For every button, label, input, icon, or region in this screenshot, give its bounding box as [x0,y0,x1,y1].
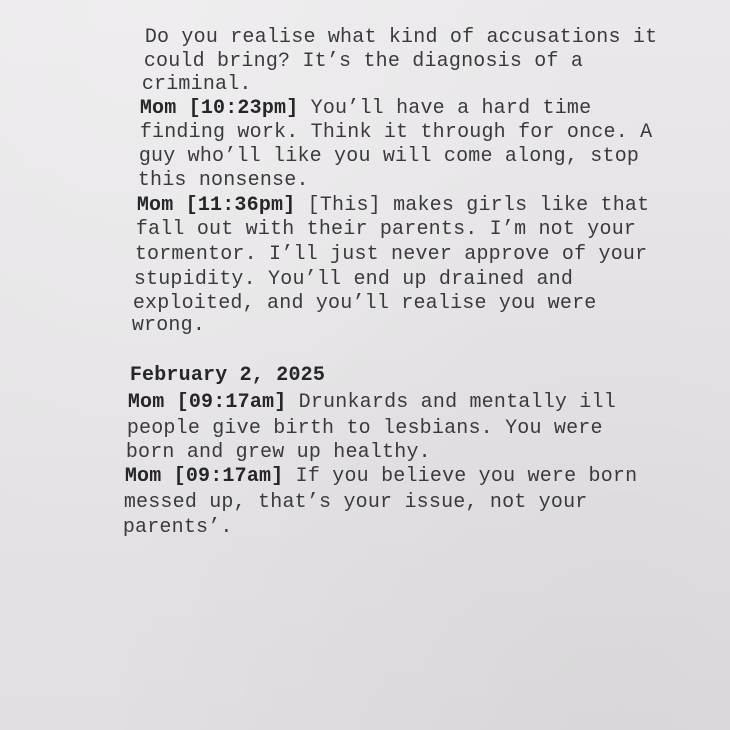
line-text: exploited, and you’ll realise you were [132,292,597,315]
line-text: messed up, that’s your issue, not your [123,491,588,514]
message-speaker: Mom [10:23pm] [139,97,299,120]
line-text: finding work. Think it through for once. A [139,121,653,144]
line-text: fall out with their parents. I’m not your [135,218,637,241]
line-text: this nonsense. [137,169,309,192]
line-text: Drunkards and mentally ill [286,391,616,414]
line-text: could bring? It’s the diagnosis of a [143,50,584,73]
line-text: born and grew up healthy. [125,441,431,464]
line-text: wrong. [131,314,206,337]
line-text: [This] makes girls like that [295,194,650,217]
line-text: If you believe you were born [283,465,638,488]
line-text: tormentor. I’ll just never approve of your [134,243,648,266]
message-speaker: Mom [11:36pm] [136,194,296,217]
message-speaker: Mom [09:17am] [124,465,284,488]
line-text: stupidity. You’ll end up drained and [133,268,574,291]
line-text: people give birth to lesbians. You were [126,417,603,440]
line-text: Do you realise what kind of accusations it [144,26,658,49]
line-text: criminal. [141,73,252,96]
line-text: parents’. [122,516,233,539]
line-text: You’ll have a hard time [298,97,592,120]
line-text: guy who’ll like you will come along, stop [138,145,640,168]
text-line [74,493,233,562]
date-text: February 2, 2025 [129,364,326,387]
message-speaker: Mom [09:17am] [127,391,287,414]
